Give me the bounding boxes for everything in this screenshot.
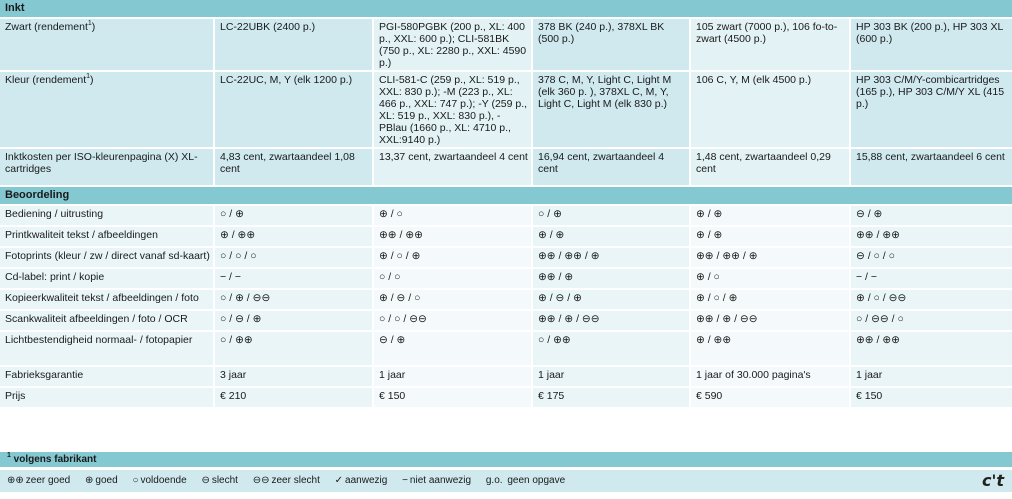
- rating-cell: ⊕⊕ / ⊕⊕: [373, 226, 532, 247]
- rating-cell: ⊕⊕ / ⊕⊕: [850, 331, 1012, 366]
- table-cell: 106 C, Y, M (elk 4500 p.): [690, 71, 850, 148]
- row-label: Bediening / uitrusting: [0, 205, 214, 226]
- rating-cell: ○ / ⊖ / ⊕: [214, 310, 373, 331]
- rating-cell: ○ / ⊖⊖ / ○: [850, 310, 1012, 331]
- table-row: [0, 71, 1012, 148]
- section-header-ink: [0, 0, 1012, 18]
- rating-cell: ⊖ / ⊕: [373, 331, 532, 366]
- price-cell: € 150: [850, 387, 1012, 408]
- legend-item: ⊖ slecht: [201, 475, 238, 486]
- table-row: [0, 310, 1012, 331]
- price-cell: € 150: [373, 387, 532, 408]
- legend-item: ⊖⊖ zeer slecht: [252, 475, 320, 486]
- table-cell: LC-22UC, M, Y (elk 1200 p.): [214, 71, 373, 148]
- rating-cell: ⊕ / ⊖ / ⊕: [532, 289, 690, 310]
- table-cell: CLI-581-C (259 p., XL: 519 p., XXL: 830 p.); -M (223 p., XL: 466 p., XXL: 747 p.); -Y (259 p., XL: 519 p., XXL: 830 p.), -PBlau (1660 p., XL: 4710 p., XXL:9140 p.): [373, 71, 532, 148]
- legend-item: g.o. geen opgave: [485, 475, 566, 486]
- bad-symbol-icon: ⊖: [201, 475, 210, 486]
- rating-cell: ⊕⊕ / ⊕: [532, 268, 690, 289]
- not-specified-abbrev: g.o.: [485, 475, 503, 486]
- table-row: [0, 387, 1012, 408]
- price-cell: € 175: [532, 387, 690, 408]
- row-label: Kopieerkwaliteit tekst / afbeeldingen / foto: [0, 289, 214, 310]
- row-label: Zwart (rendement$^1$): [0, 18, 214, 71]
- table-cell: 13,37 cent, zwartaandeel 4 cent: [373, 148, 532, 186]
- table-cell: 3 jaar: [214, 366, 373, 387]
- rating-cell: ⊕ / ⊕⊕: [214, 226, 373, 247]
- rating-cell: ⊕⊕ / ⊕⊕ / ⊕: [690, 247, 850, 268]
- rating-cell: ○ / ⊕ / ⊖⊖: [214, 289, 373, 310]
- price-cell: € 590: [690, 387, 850, 408]
- ct-logo: c't: [981, 471, 1004, 490]
- legend-item: − niet aanwezig: [402, 475, 472, 486]
- rating-cell: ⊕ / ⊕: [532, 226, 690, 247]
- table-cell: 1 jaar: [850, 366, 1012, 387]
- rating-cell: ○ / ○: [373, 268, 532, 289]
- rating-cell: ○ / ⊕⊕: [214, 331, 373, 366]
- table-row: [0, 247, 1012, 268]
- table-cell: 105 zwart (7000 p.), 106 fo-to-zwart (4500 p.): [690, 18, 850, 71]
- table-row: [0, 226, 1012, 247]
- row-label: Prijs: [0, 387, 214, 408]
- row-label: Kleur (rendement$^1$): [0, 71, 214, 148]
- rating-cell: ⊕ / ○: [373, 205, 532, 226]
- rating-cell: ○ / ○ / ○: [214, 247, 373, 268]
- very-good-symbol-icon: ⊕⊕: [7, 475, 24, 486]
- table-cell: 378 BK (240 p.), 378XL BK (500 p.): [532, 18, 690, 71]
- table-cell: 1 jaar: [532, 366, 690, 387]
- dash-icon: −: [402, 475, 408, 486]
- rating-cell: ⊕ / ○ / ⊕: [690, 289, 850, 310]
- rating-cell: ⊖ / ○ / ○: [850, 247, 1012, 268]
- table-cell: 1 jaar: [373, 366, 532, 387]
- sufficient-symbol-icon: ○: [132, 475, 139, 486]
- table-row: [0, 289, 1012, 310]
- rating-cell: ⊕ / ⊖ / ○: [373, 289, 532, 310]
- rating-cell: ⊕ / ⊕: [690, 226, 850, 247]
- section-title: Beoordeling: [0, 186, 1012, 205]
- table-cell: HP 303 BK (200 p.), HP 303 XL (600 p.): [850, 18, 1012, 71]
- table-cell: PGI-580PGBK (200 p., XL: 400 p., XXL: 600 p.); CLI-581BK (750 p., XL: 2280 p., XXL: 4590 p.): [373, 18, 532, 71]
- row-label: Lichtbestendigheid normaal- / fotopapier: [0, 331, 214, 366]
- rating-cell: ⊕⊕ / ⊕⊕ / ⊕: [532, 247, 690, 268]
- legend-item: ⊕ goed: [85, 475, 118, 486]
- rating-cell: ⊕ / ⊕: [690, 205, 850, 226]
- rating-cell: ⊕⊕ / ⊕ / ⊖⊖: [690, 310, 850, 331]
- rating-cell: ○ / ⊕: [532, 205, 690, 226]
- rating-cell: ⊖ / ⊕: [850, 205, 1012, 226]
- row-label: Printkwaliteit tekst / afbeeldingen: [0, 226, 214, 247]
- table-row: [0, 148, 1012, 186]
- row-label: Fabrieksgarantie: [0, 366, 214, 387]
- table-row: [0, 331, 1012, 366]
- rating-cell: ○ / ○ / ⊖⊖: [373, 310, 532, 331]
- footnote: $^1$ volgens fabrikant: [0, 452, 1012, 467]
- price-cell: € 210: [214, 387, 373, 408]
- rating-cell: − / −: [214, 268, 373, 289]
- rating-legend: [0, 470, 1012, 492]
- table-row: [0, 268, 1012, 289]
- rating-cell: ⊕⊕ / ⊕ / ⊖⊖: [532, 310, 690, 331]
- table-cell: 1 jaar of 30.000 pagina's: [690, 366, 850, 387]
- checkmark-icon: ✓: [334, 475, 344, 486]
- legend-item: ○ voldoende: [132, 475, 187, 486]
- rating-cell: ⊕ / ○ / ⊖⊖: [850, 289, 1012, 310]
- very-bad-symbol-icon: ⊖⊖: [252, 475, 270, 486]
- row-label: Fotoprints (kleur / zw / direct vanaf sd-kaart): [0, 247, 214, 268]
- section-title: Inkt: [0, 0, 1012, 18]
- table-cell: 378 C, M, Y, Light C, Light M (elk 360 p. ), 378XL C, M, Y, Light C, Light M (elk 830 p.): [532, 71, 690, 148]
- table-cell: HP 303 C/M/Y-combicartridges (165 p.), HP 303 C/M/Y XL (415 p.): [850, 71, 1012, 148]
- rating-cell: ○ / ⊕: [214, 205, 373, 226]
- rating-cell: − / −: [850, 268, 1012, 289]
- table-cell: 4,83 cent, zwartaandeel 1,08 cent: [214, 148, 373, 186]
- section-header-rating: [0, 186, 1012, 205]
- table-cell: 15,88 cent, zwartaandeel 6 cent: [850, 148, 1012, 186]
- table-cell: 1,48 cent, zwartaandeel 0,29 cent: [690, 148, 850, 186]
- table-row: [0, 18, 1012, 71]
- table-cell: LC-22UBK (2400 p.): [214, 18, 373, 71]
- table-row: [0, 205, 1012, 226]
- row-label: Cd-label: print / kopie: [0, 268, 214, 289]
- rating-cell: ⊕ / ⊕⊕: [690, 331, 850, 366]
- good-symbol-icon: ⊕: [85, 475, 94, 486]
- row-label: Inktkosten per ISO-kleurenpagina (X) XL-cartridges: [0, 148, 214, 186]
- legend-item: ✓ aanwezig: [334, 475, 388, 486]
- row-label: Scankwaliteit afbeeldingen / foto / OCR: [0, 310, 214, 331]
- rating-cell: ⊕ / ○: [690, 268, 850, 289]
- legend-item: ⊕⊕ zeer goed: [7, 475, 71, 486]
- rating-cell: ○ / ⊕⊕: [532, 331, 690, 366]
- table-row: [0, 366, 1012, 387]
- table-cell: 16,94 cent, zwartaandeel 4 cent: [532, 148, 690, 186]
- rating-cell: ⊕⊕ / ⊕⊕: [850, 226, 1012, 247]
- rating-cell: ⊕ / ○ / ⊕: [373, 247, 532, 268]
